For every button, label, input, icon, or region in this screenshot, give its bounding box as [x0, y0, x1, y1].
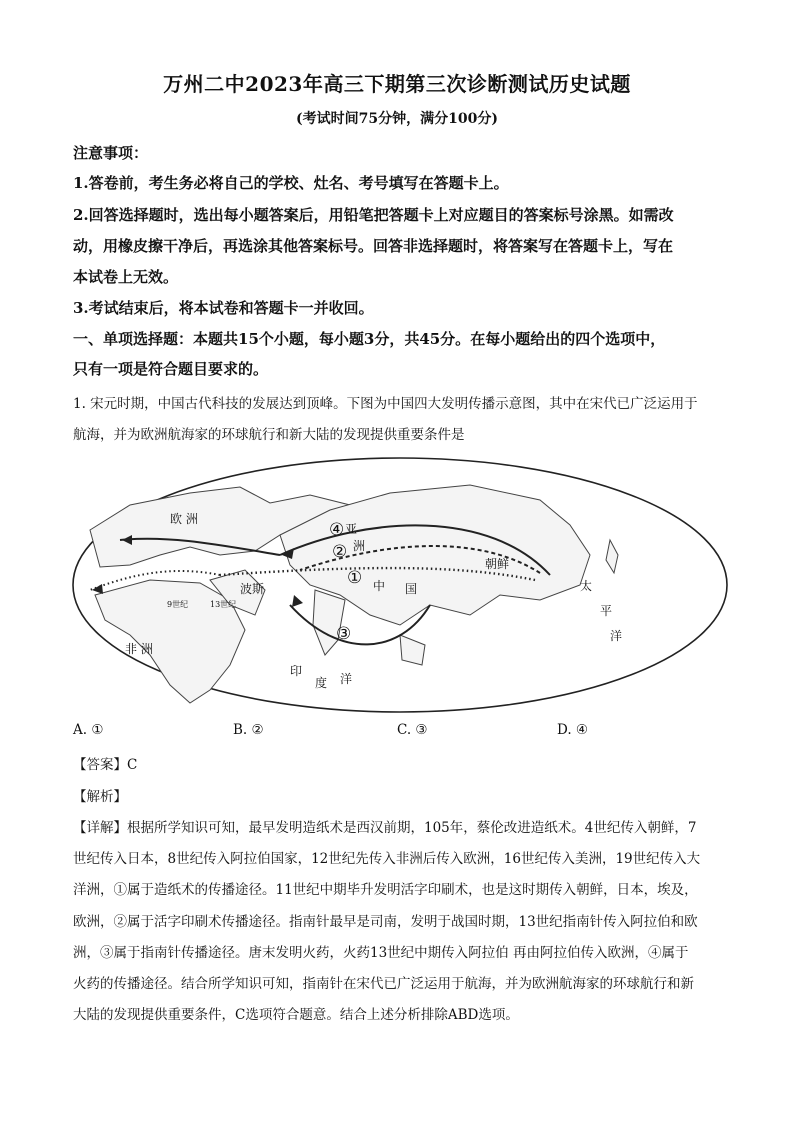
map-label-africa: 非 洲 — [125, 642, 153, 656]
detail-line: 世纪传入日本，8世纪传入阿拉伯国家，12世纪先传入非洲后传入欧洲，16世纪传入美洲，19世纪传入大 — [73, 851, 701, 867]
notice-line: 动，用橡皮擦干净后，再选涂其他答案标号。回答非选择题时，将答案写在答题卡上，写在 — [73, 237, 674, 255]
route-marker: ② — [332, 542, 348, 562]
notice-heading: 注意事项： — [73, 144, 149, 162]
map-label-asia: 亚 — [345, 522, 358, 536]
inventions-spread-map — [70, 455, 730, 715]
option-b[interactable]: B. ② — [233, 722, 264, 738]
question-stem: 航海，并为欧洲航海家的环球航行和新大陆的发现提供重要条件是 — [73, 427, 465, 443]
map-label-pacific: 平 — [600, 604, 613, 618]
map-label-pacific: 太 — [580, 579, 593, 593]
detail-line: 洲，③属于指南针传播途径。唐末发明火药，火药13世纪中期传入阿拉伯 再由阿拉伯传入欧洲，④属于 — [73, 945, 689, 961]
page-title: 万州二中2023年高三下期第三次诊断测试历史试题 — [163, 72, 631, 96]
exam-time-note: (考试时间75分钟，满分100分) — [296, 111, 498, 127]
analysis-label: 【解析】 — [73, 789, 127, 805]
map-label-europe: 欧 洲 — [170, 512, 198, 526]
map-label-century: 13世纪 — [210, 600, 237, 609]
detail-line: 大陆的发现提供重要条件，C选项符合题意。结合上述分析排除ABD选项。 — [73, 1007, 519, 1023]
option-d[interactable]: D. ④ — [557, 722, 589, 738]
question-stem: 1. 宋元时期，中国古代科技的发展达到顶峰。下图为中国四大发明传播示意图，其中在宋代已广泛运用于 — [73, 396, 698, 412]
notice-line: 本试卷上无效。 — [73, 268, 179, 286]
route-marker: ① — [347, 568, 363, 588]
map-label-china: 国 — [405, 582, 418, 596]
answer-line — [73, 753, 137, 773]
map-label-china: 中 — [373, 579, 386, 593]
detail-line: 洋洲，①属于造纸术的传播途径。11世纪中期毕升发明活字印刷术，也是这时期传入朝鲜，日本，埃及， — [73, 882, 698, 898]
option-c[interactable]: C. ③ — [397, 722, 428, 738]
option-a[interactable]: A. ① — [73, 722, 104, 738]
map-label-pacific: 洋 — [610, 629, 623, 643]
map-label-asia: 洲 — [353, 539, 366, 553]
section-heading: 只有一项是符合题目要求的。 — [73, 360, 269, 378]
detail-line: 火药的传播途径。结合所学知识可知，指南针在宋代已广泛运用于航海，并为欧洲航海家的环球航行和新 — [73, 976, 694, 992]
route-marker: ④ — [329, 520, 345, 540]
notice-line: 1.答卷前，考生务必将自己的学校、灶名、考号填写在答题卡上。 — [73, 174, 509, 192]
map-label-indian-ocean: 洋 — [340, 672, 353, 686]
map-label-indian-ocean: 印 — [290, 664, 303, 678]
route-marker: ③ — [336, 624, 352, 644]
notice-line: 2.回答选择题时，选出每小题答案后，用铅笔把答题卡上对应题目的答案标号涂黑。如需改 — [73, 206, 674, 224]
notice-line: 3.考试结束后，将本试卷和答题卡一并收回。 — [73, 299, 374, 317]
answer-label: 【答案】 — [73, 757, 127, 773]
answer-value: C — [127, 757, 138, 773]
map-label-century: 9世纪 — [167, 600, 189, 609]
detail-line: 欧洲，②属于活字印刷术传播途径。指南针最早是司南，发明于战国时期，13世纪指南针传入阿拉伯和欧 — [73, 914, 698, 930]
map-label-korea: 朝鲜 — [485, 557, 510, 571]
section-heading: 一、单项选择题：本题共15个小题，每小题3分，共45分。在每小题给出的四个选项中， — [73, 330, 666, 348]
map-label-persia: 波斯 — [240, 582, 265, 596]
detail-line: 【详解】根据所学知识可知，最早发明造纸术是西汉前期，105年，蔡伦改进造纸术。4世纪传入朝鲜，7 — [73, 820, 697, 836]
map-label-indian-ocean: 度 — [315, 676, 328, 690]
